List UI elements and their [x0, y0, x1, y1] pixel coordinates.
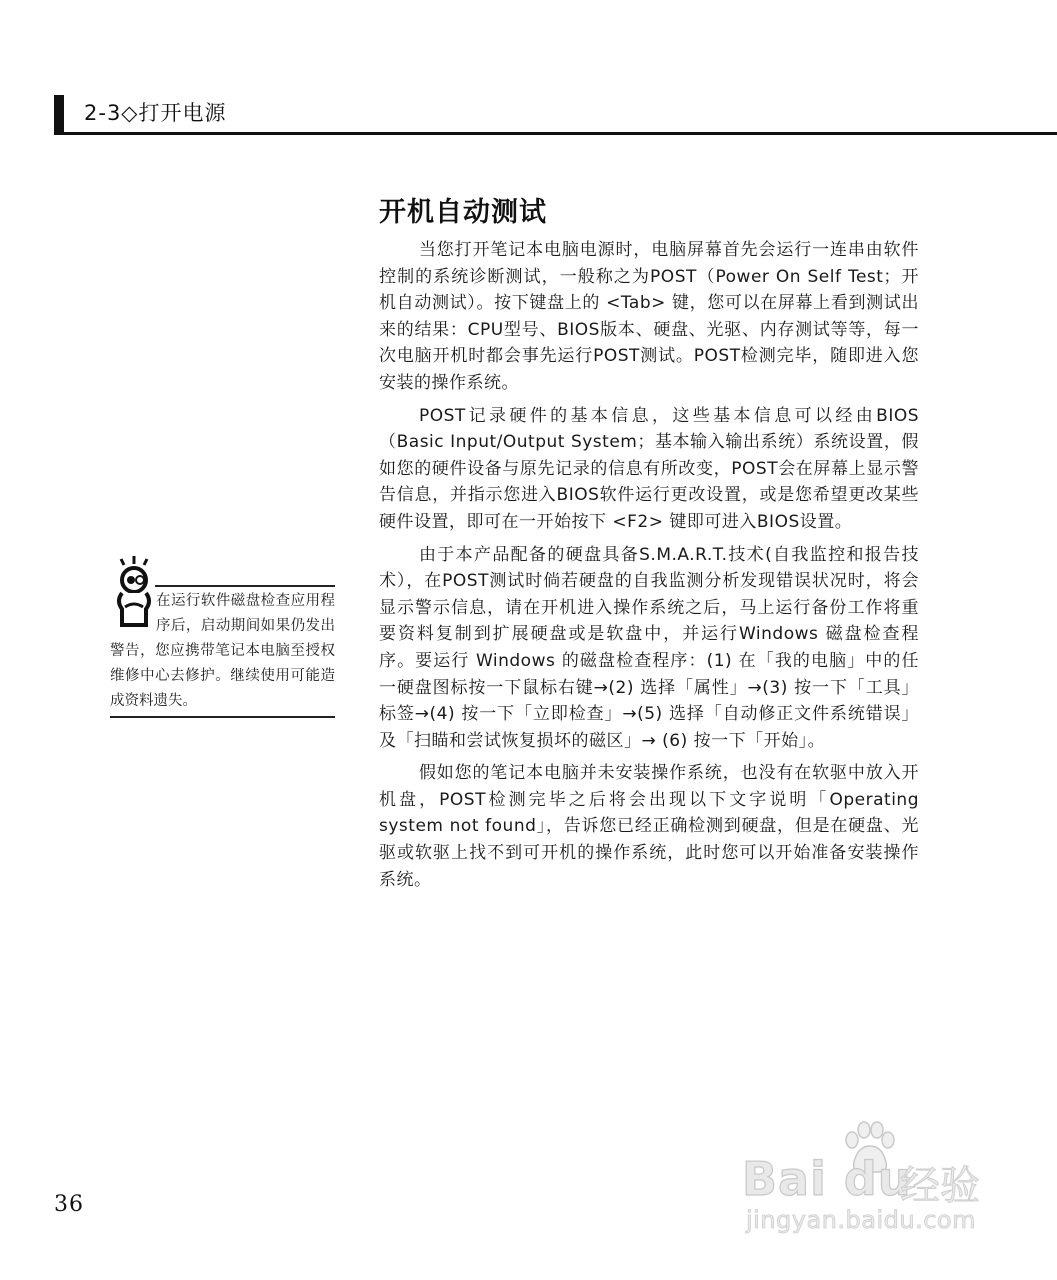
main-content	[379, 190, 919, 899]
tip-text-content: 在运行软件磁盘检查应用程序后，启动期间如果仍发出警告，您应携带笔记本电脑至授权维修中心去修护。继续使用可能造成资料遗失。	[110, 593, 335, 709]
tip-rule-bottom	[110, 716, 335, 718]
section-title: 开机自动测试	[379, 197, 547, 228]
watermark-brand-cn: 经验	[900, 1163, 980, 1209]
watermark-brand: Bai du	[742, 1152, 912, 1206]
page-number: 36	[54, 1192, 84, 1217]
header-bar	[54, 95, 64, 135]
tip-text	[110, 589, 335, 714]
paragraph-bios: POST记录硬件的基本信息，这些基本信息可以经由BIOS（Basic Input/Output System；基本输入输出系统）系统设置，假如您的硬件设备与原先记录的信息有所改变，POST会在屏幕上显示警告信息，并指示您进入BIOS软件运行更改设置，或是您希望更改某些硬件设置，即可在一开始按下 <F2> 键即可进入BIOS设置。	[379, 405, 919, 532]
section-header-title: 2-3◇打开电源	[84, 101, 227, 125]
tip-rule-top	[155, 585, 335, 587]
header-rule	[54, 132, 1057, 135]
paragraph-smart: 由于本产品配备的硬盘具备S.M.A.R.T.技术(自我监控和报告技术），在POST测试时倘若硬盘的自我监测分析发现错误状况时，将会显示警示信息，请在开机进入操作系统之后，马上运行备份工作将重要资料复制到扩展硬盘或是软盘中，并运行Windows 磁盘检查程序。要运行 Windows 的磁盘检查程序：(1) 在「我的电脑」中的任一硬盘图标按一下鼠标右键→(2) 选择「属性」→(3) 按一下「工具」标签→(4) 按一下「立即检查」→(5) 选择「自动修正文件系统错误」及「扫瞄和尝试恢复损坏的磁区」→ (6) 按一下「开始」。	[379, 544, 919, 751]
paragraph-post-intro: 当您打开笔记本电脑电源时，电脑屏幕首先会运行一连串由软件控制的系统诊断测试，一般称之为POST（Power On Self Test；开机自动测试）。按下键盘上的 <Tab> 键，您可以在屏幕上看到测试出来的结果：CPU型号、BIOS版本、硬盘、光驱、内存测试等等，每一次电脑开机时都会事先运行POST测试。POST检测完毕，随即进入您安装的操作系统。	[379, 240, 919, 393]
watermark-url: jingyan.baidu.com	[746, 1206, 976, 1234]
paragraph-no-os: 假如您的笔记本电脑并未安装操作系统，也没有在软驱中放入开机盘，POST检测完毕之后将会出现以下文字说明「Operating system not found」，告诉您已经正确检测到硬盘，但是在硬盘、光驱或软驱上找不到可开机的操作系统，此时您可以开始准备安装操作系统。	[379, 763, 919, 890]
baidu-jingyan-watermark	[742, 1118, 1002, 1238]
